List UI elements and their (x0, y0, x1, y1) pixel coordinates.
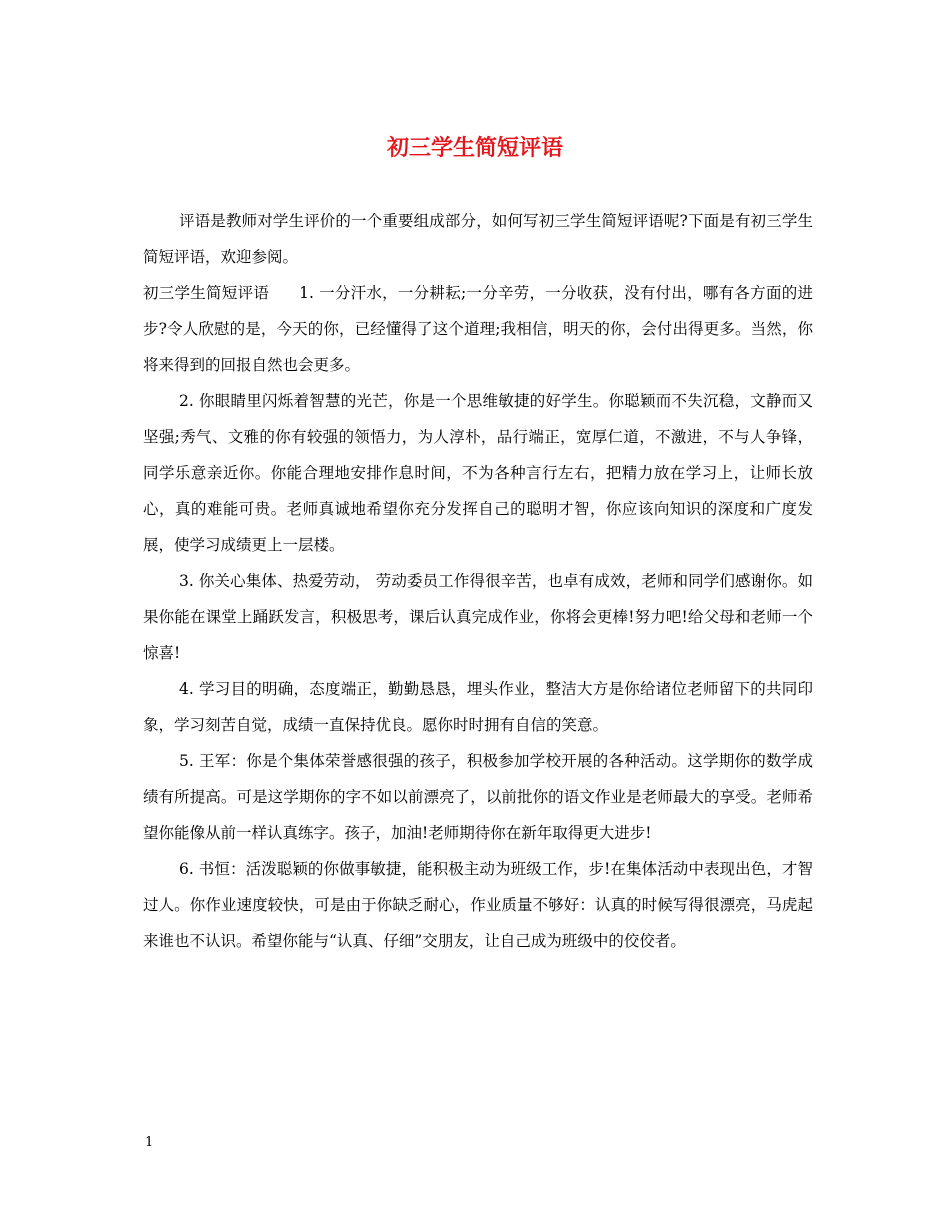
item-paragraph-4: 4. 学习目的明确，态度端正，勤勤恳恳，埋头作业，整洁大方是你给诸位老师留下的共同印象，学习刻苦自觉，成绩一直保持优良。愿你时时拥有自信的笑意。 (143, 680, 813, 734)
intro-paragraph: 评语是教师对学生评价的一个重要组成部分，如何写初三学生简短评语呢?下面是有初三学生简短评语，欢迎参阅。 (143, 212, 813, 266)
section-label: 初三学生简短评语 (143, 284, 270, 302)
item-paragraph-2: 2. 你眼睛里闪烁着智慧的光芒，你是一个思维敏捷的好学生。你聪颖而不失沉稳，文静而又坚强;秀气、文雅的你有较强的领悟力，为人淳朴，品行端正，宽厚仁道，不激进，不与人争锋，同学乐意亲近你。你能合理地安排作息时间，不为各种言行左右，把精力放在学习上，让师长放心，真的难能可贵。老师真诚地希望你充分发挥自己的聪明才智，你应该向知识的深度和广度发展，使学习成绩更上一层楼。 (143, 392, 813, 554)
item-paragraph-6: 6. 书恒：活泼聪颖的你做事敏捷，能积极主动为班级工作，步!在集体活动中表现出色，才智过人。你作业速度较快，可是由于你缺乏耐心，作业质量不够好：认真的时候写得很漂亮，马虎起来谁也不认识。希望你能与“认真、仔细”交朋友，让自己成为班级中的佼佼者。 (143, 860, 813, 950)
page-number: 1 (145, 1135, 154, 1150)
item-paragraph-5: 5. 王军：你是个集体荣誉感很强的孩子，积极参加学校开展的各种活动。这学期你的数学成绩有所提高。可是这学期你的字不如以前漂亮了，以前批你的语文作业是老师最大的享受。老师希望你能像从前一样认真练字。孩子，加油!老师期待你在新年取得更大进步! (143, 752, 813, 842)
first-item-text: 1. 一分汗水，一分耕耘;一分辛劳，一分收获，没有付出，哪有各方面的进步?令人欣慰的是，今天的你，已经懂得了这个道理;我相信，明天的你，会付出得更多。当然，你将来得到的回报自然也会更多。 (143, 284, 813, 374)
document-title: 初三学生简短评语 (386, 135, 563, 161)
document-body (143, 203, 813, 959)
item-paragraph-3: 3. 你关心集体、热爱劳动， 劳动委员工作得很辛苦，也卓有成效，老师和同学们感谢你。如果你能在课堂上踊跃发言，积极思考，课后认真完成作业，你将会更棒!努力吧!给父母和老师一个惊喜! (143, 572, 813, 662)
first-item-paragraph (143, 275, 813, 383)
